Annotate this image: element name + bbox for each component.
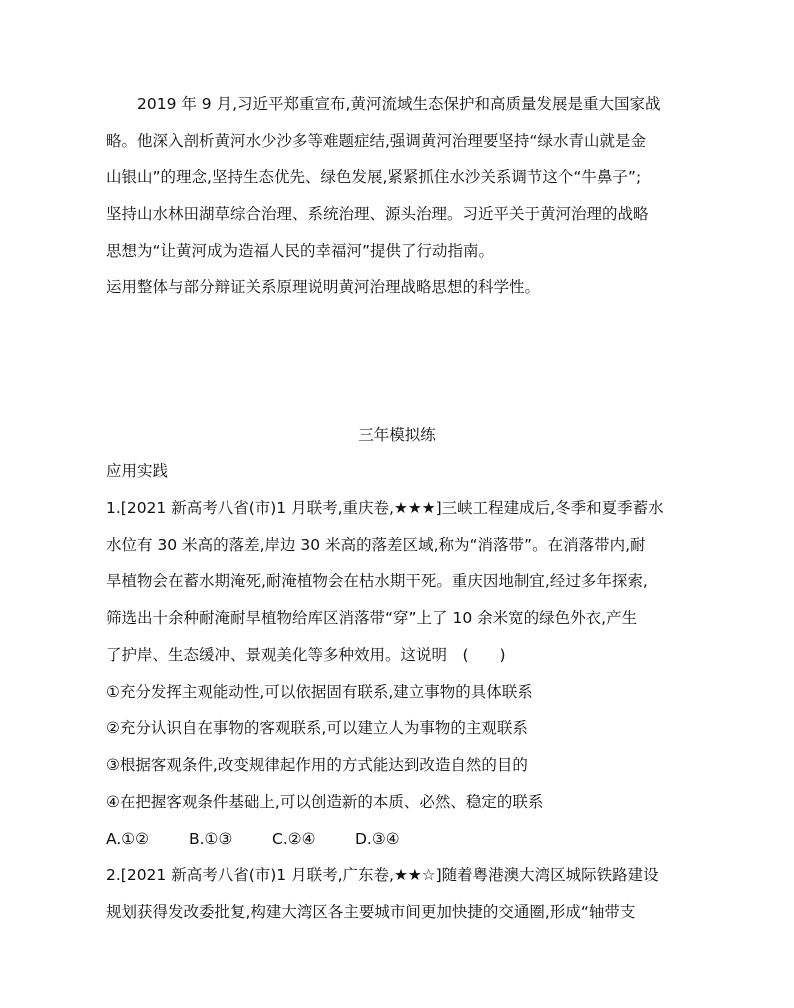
q1-line-1: 1.[2021 新高考八省(市)1 月联考,重庆卷,★★★]三峡工程建成后,冬季和夏季蓄水 xyxy=(106,499,664,517)
q1-statement-4: ④在把握客观条件基础上,可以创造新的本质、必然、稳定的联系 xyxy=(106,793,544,811)
q1-statement-1: ①充分发挥主观能动性,可以依据固有联系,建立事物的具体联系 xyxy=(106,683,533,701)
section-title: 三年模拟练 xyxy=(358,426,436,444)
q1-line-3: 旱植物会在蓄水期淹死,耐淹植物会在枯水期干死。重庆因地制宜,经过多年探索, xyxy=(106,572,648,590)
q1-option-b: B.①③ xyxy=(189,830,233,848)
passage-line-1: 2019 年 9 月,习近平郑重宣布,黄河流域生态保护和高质量发展是重大国家战 xyxy=(106,95,661,113)
passage-line-2: 略。他深入剖析黄河水少沙多等难题症结,强调黄河治理要坚持“绿水青山就是金 xyxy=(106,132,646,150)
passage-line-5: 思想为“让黄河成为造福人民的幸福河”提供了行动指南。 xyxy=(106,242,495,260)
passage-line-4: 坚持山水林田湖草综合治理、系统治理、源头治理。习近平关于黄河治理的战略 xyxy=(106,205,649,223)
q1-options xyxy=(106,829,400,849)
passage-line-3: 山银山”的理念,坚持生态优先、绿色发展,紧紧抓住水沙关系调节这个“牛鼻子”; xyxy=(106,168,642,186)
q1-option-c: C.②④ xyxy=(272,830,316,848)
passage-question: 运用整体与部分辩证关系原理说明黄河治理战略思想的科学性。 xyxy=(106,278,541,296)
subsection-title: 应用实践 xyxy=(106,462,169,480)
q2-line-2: 规划获得发改委批复,构建大湾区各主要城市间更加快捷的交通圈,形成“轴带支 xyxy=(106,903,636,921)
q1-statement-2: ②充分认识自在事物的客观联系,可以建立人为事物的主观联系 xyxy=(106,719,528,737)
q1-line-5: 了护岸、生态缓冲、景观美化等多种效用。这说明 ( ) xyxy=(106,646,506,664)
q1-statement-3: ③根据客观条件,改变规律起作用的方式能达到改造自然的目的 xyxy=(106,756,528,774)
q1-option-d: D.③④ xyxy=(355,830,400,848)
q1-line-2: 水位有 30 米高的落差,岸边 30 米高的落差区域,称为“消落带”。在消落带内,耐 xyxy=(106,536,646,554)
q2-line-1: 2.[2021 新高考八省(市)1 月联考,广东卷,★★☆]随着粤港澳大湾区城际铁路建设 xyxy=(106,866,659,884)
q1-line-4: 筛选出十余种耐淹耐旱植物给库区消落带“穿”上了 10 余米宽的绿色外衣,产生 xyxy=(106,609,638,627)
q1-option-a: A.①② xyxy=(106,830,150,848)
